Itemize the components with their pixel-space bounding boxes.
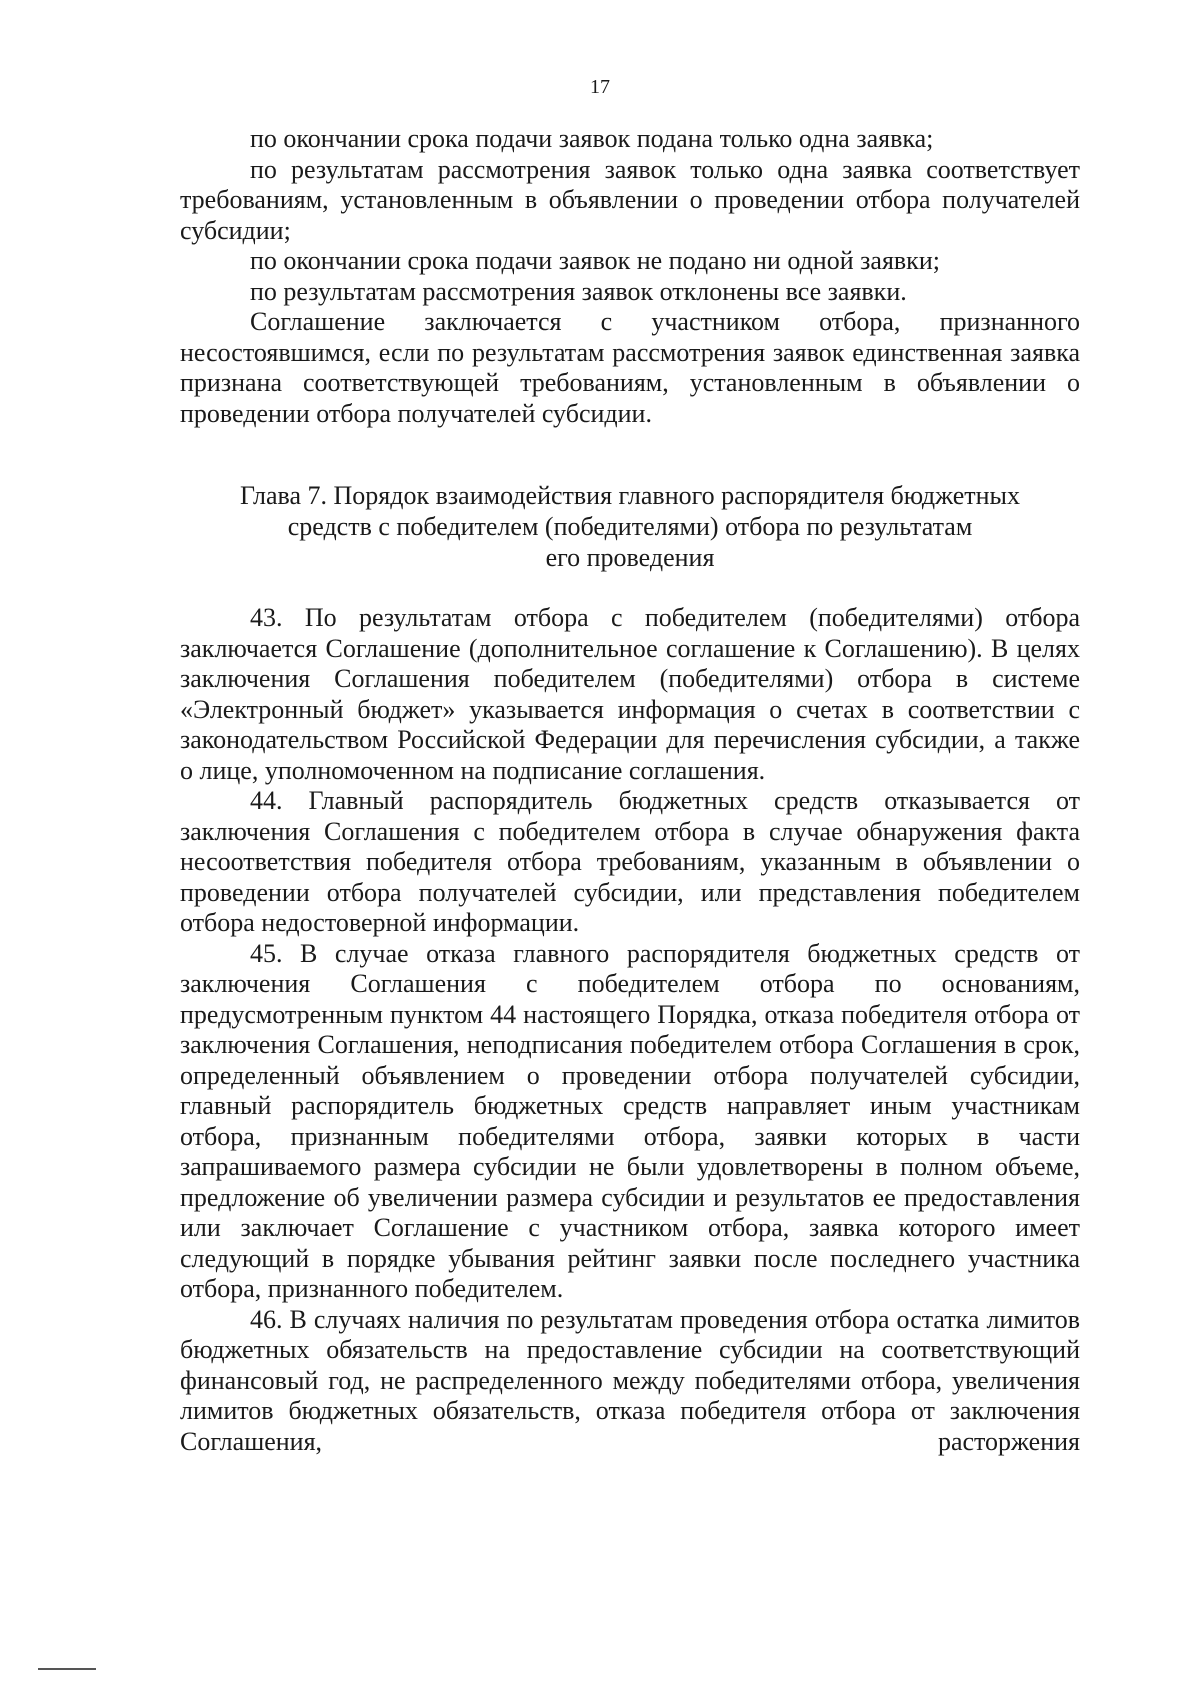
paragraph: по результатам рассмотрения заявок отклонены все заявки. xyxy=(250,276,907,306)
bottom-rule xyxy=(38,1668,96,1670)
paragraph-44: 44. Главный распорядитель бюджетных средств отказывается от заключения Соглашения с победителем отбора в случае обнаружения факта несоответствия победителя отбора требованиям, указанным в объявлении о проведении отбора получателей субсидии, или представления победителем отбора недостоверной информации. xyxy=(180,786,1080,937)
chapter-heading-line: средств с победителем (победителями) отбора по результатам xyxy=(287,512,973,541)
chapter-heading xyxy=(180,480,1080,573)
paragraph: по окончании срока подачи заявок не подано ни одной заявки; xyxy=(250,246,940,275)
chapter-heading-line: его проведения xyxy=(545,543,715,572)
paragraph-43: 43. По результатам отбора с победителем (победителями) отбора заключается Соглашение (дополнительное соглашение к Соглашению). В целях заключения Соглашения победителем (победителями) отбора в системе «Электронный бюджет» указывается информация о счетах в соответствии с законодательством Российской Федерации для перечисления субсидии, а также о лице, уполномоченном на подписание соглашения. xyxy=(180,603,1080,785)
paragraph: по результатам рассмотрения заявок только одна заявка соответствует требованиям, установленным в объявлении о проведении отбора получателей субсидии; xyxy=(180,154,1080,245)
paragraph-46: 46. В случаях наличия по результатам проведения отбора остатка лимитов бюджетных обязательств на предоставление субсидии на соответствующий финансовый год, не распределенного между победителями отбора, увеличения лимитов бюджетных обязательств, отказа победителя отбора от заключения Соглашения, расторжения xyxy=(180,1304,1080,1456)
top-text-block xyxy=(180,124,1080,429)
main-text-block xyxy=(180,603,1080,1457)
paragraph: по окончании срока подачи заявок подана только одна заявка; xyxy=(250,124,934,153)
chapter-heading-line: Глава 7. Порядок взаимодействия главного распорядителя бюджетных xyxy=(239,481,1021,510)
paragraph-45: 45. В случае отказа главного распорядителя бюджетных средств от заключения Соглашения с победителем отбора по основаниям, предусмотренным пунктом 44 настоящего Порядка, отказа победителя отбора от заключения Соглашения, неподписания победителем отбора Соглашения в срок, определенный объявлением о проведении отбора получателей субсидии, главный распорядитель бюджетных средств направляет иным участникам отбора, признанным победителями отбора, заявки которых в части запрашиваемого размера субсидии не были удовлетворены в полном объеме, предложение об увеличении размера субсидии и результатов ее предоставления или заключает Соглашение с участником отбора, заявка которого имеет следующий в порядке убывания рейтинг заявки после последнего участника отбора, признанного победителем. xyxy=(180,938,1080,1303)
page-number: 17 xyxy=(590,76,610,98)
paragraph: Соглашение заключается с участником отбора, признанного несостоявшимся, если по результатам рассмотрения заявок единственная заявка признана соответствующей требованиям, установленным в объявлении о проведении отбора получателей субсидии. xyxy=(180,307,1080,428)
